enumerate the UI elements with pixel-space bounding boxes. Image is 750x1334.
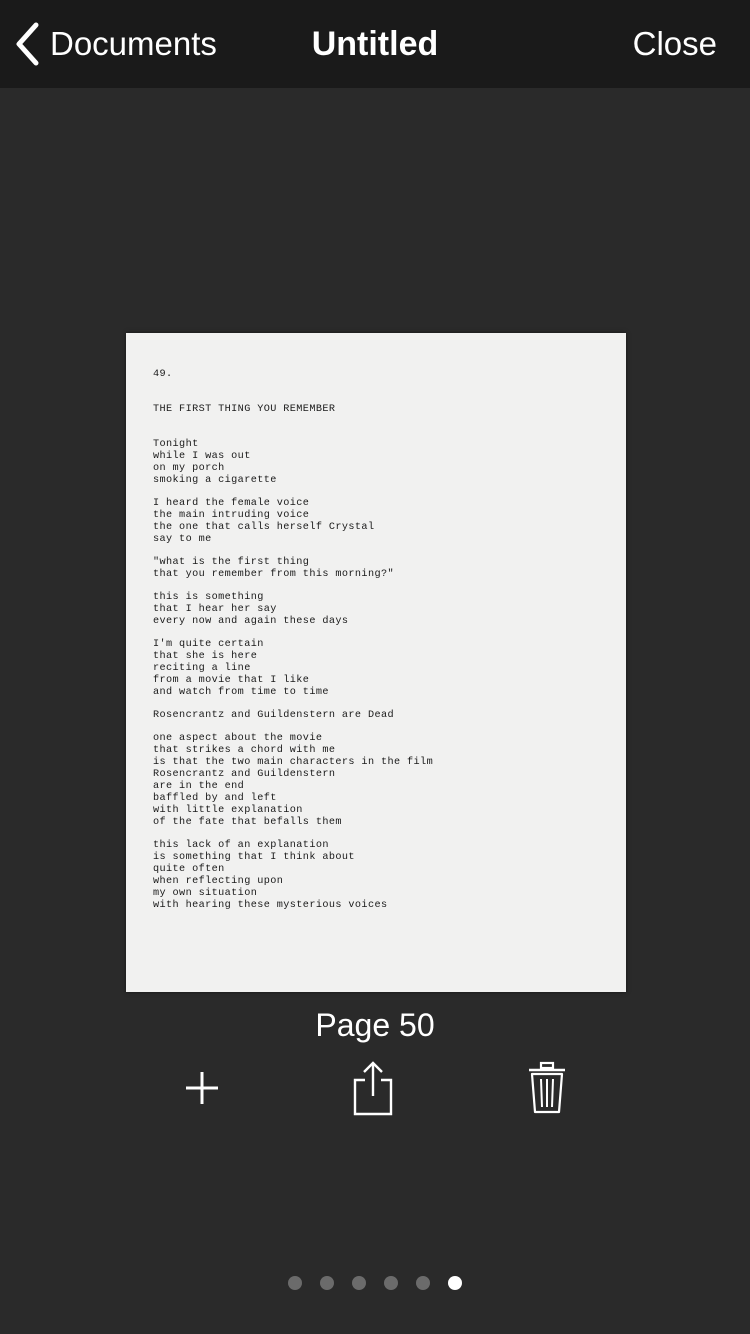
poem-line: the one that calls herself Crystal bbox=[153, 522, 375, 533]
back-button[interactable] bbox=[14, 20, 217, 68]
page-number-heading: 49. bbox=[153, 369, 173, 380]
page-dot[interactable] bbox=[384, 1276, 398, 1290]
poem-line: Tonight bbox=[153, 439, 199, 450]
delete-page-button[interactable] bbox=[517, 1058, 577, 1118]
page-dot-active[interactable] bbox=[448, 1276, 462, 1290]
poem-line: "what is the first thing bbox=[153, 557, 310, 568]
poem-line: baffled by and left bbox=[153, 793, 277, 804]
document-page-preview[interactable] bbox=[126, 333, 626, 992]
poem-line: that you remember from this morning?" bbox=[153, 569, 394, 580]
poem-line: this is something bbox=[153, 592, 264, 603]
poem-line: every now and again these days bbox=[153, 616, 349, 627]
share-icon bbox=[352, 1060, 394, 1116]
page-dot[interactable] bbox=[320, 1276, 334, 1290]
poem-line: is that the two main characters in the film bbox=[153, 757, 434, 768]
poem-body bbox=[153, 439, 613, 912]
poem-line: I'm quite certain bbox=[153, 639, 264, 650]
add-page-button[interactable] bbox=[172, 1058, 232, 1118]
share-button[interactable] bbox=[343, 1058, 403, 1118]
page-dot[interactable] bbox=[352, 1276, 366, 1290]
poem-line: with little explanation bbox=[153, 805, 303, 816]
poem-line: Rosencrantz and Guildenstern bbox=[153, 769, 336, 780]
poem-line: smoking a cigarette bbox=[153, 475, 277, 486]
poem-line: reciting a line bbox=[153, 663, 251, 674]
close-button[interactable]: Close bbox=[632, 25, 717, 62]
poem-line: quite often bbox=[153, 864, 225, 875]
page-dot[interactable] bbox=[288, 1276, 302, 1290]
chevron-left-icon bbox=[14, 22, 40, 66]
poem-line: while I was out bbox=[153, 451, 251, 462]
trash-icon bbox=[527, 1061, 567, 1115]
poem-title: THE FIRST THING YOU REMEMBER bbox=[153, 404, 336, 415]
poem-line: the main intruding voice bbox=[153, 510, 310, 521]
page-title: Untitled bbox=[311, 25, 439, 63]
poem-line: on my porch bbox=[153, 463, 225, 474]
poem-line: I heard the female voice bbox=[153, 498, 310, 509]
poem-line: my own situation bbox=[153, 888, 258, 899]
poem-line: that she is here bbox=[153, 651, 258, 662]
poem-line: and watch from time to time bbox=[153, 687, 329, 698]
poem-line: when reflecting upon bbox=[153, 876, 284, 887]
poem-line: of the fate that befalls them bbox=[153, 817, 342, 828]
back-button-label: Documents bbox=[50, 25, 217, 62]
poem-line: are in the end bbox=[153, 781, 245, 792]
plus-icon bbox=[184, 1070, 220, 1106]
poem-line: one aspect about the movie bbox=[153, 733, 323, 744]
page-indicator[interactable] bbox=[0, 1276, 750, 1290]
page-content bbox=[153, 369, 613, 912]
navigation-bar bbox=[0, 0, 750, 88]
page-dot[interactable] bbox=[416, 1276, 430, 1290]
poem-line: from a movie that I like bbox=[153, 675, 310, 686]
page-label: Page 50 bbox=[315, 1007, 435, 1043]
poem-line: say to me bbox=[153, 534, 212, 545]
poem-line: this lack of an explanation bbox=[153, 840, 329, 851]
poem-line: is something that I think about bbox=[153, 852, 355, 863]
poem-line: that I hear her say bbox=[153, 604, 277, 615]
poem-line: Rosencrantz and Guildenstern are Dead bbox=[153, 710, 394, 721]
poem-line: with hearing these mysterious voices bbox=[153, 900, 388, 911]
poem-line: that strikes a chord with me bbox=[153, 745, 336, 756]
